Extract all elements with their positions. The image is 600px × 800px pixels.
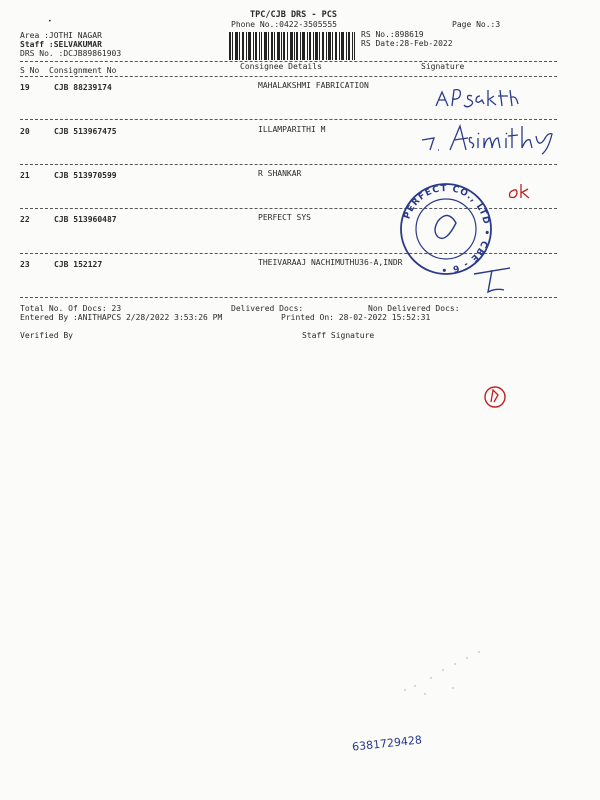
rs-date: RS Date:28-Feb-2022 [361, 39, 453, 48]
signature-row-19 [432, 84, 552, 112]
entered-by: Entered By :ANITHAPCS 2/28/2022 3:53:26 PM [20, 313, 223, 322]
row-consignment: CJB 88239174 [54, 83, 112, 92]
non-delivered-docs: Non Delivered Docs: [368, 304, 460, 313]
row-consignment: CJB 513970599 [54, 171, 117, 180]
col-sno: S No [20, 66, 40, 75]
signature-row-23 [470, 262, 540, 296]
row-consignment: CJB 513967475 [54, 127, 117, 136]
col-signature: Signature [421, 62, 465, 71]
staff-field: Staff :SELVAKUMAR [20, 40, 102, 49]
svg-text:PERFECT CO., LTD • CBE - 6: PERFECT CO., LTD • CBE - 6 • [402, 183, 492, 275]
total-docs: Total No. Of Docs: 23 [20, 304, 122, 313]
row-consignee: ILLAMPARITHI M [258, 125, 326, 134]
staff-signature: Staff Signature [302, 331, 375, 340]
header-bottom-rule [20, 76, 557, 77]
area-field: Area :JOTHI NAGAR [20, 31, 102, 40]
printed-on: Printed On: 28-02-2022 15:52:31 [281, 313, 431, 322]
delivered-docs: Delivered Docs: [231, 304, 304, 313]
faint-specks [395, 640, 515, 700]
report-title: TPC/CJB DRS - PCS [250, 10, 337, 20]
phone-number: Phone No.:0422-3505555 [231, 20, 337, 29]
col-consignee: Consignee Details [240, 62, 322, 71]
dot-mark: • [48, 18, 52, 25]
page-number: Page No.:3 [452, 20, 501, 29]
signature-row-20 [420, 120, 580, 158]
barcode [229, 32, 355, 60]
row-consignee: R SHANKAR [258, 169, 302, 178]
drs-number: DRS No. :DCJB89861903 [20, 49, 122, 58]
ok-note [506, 182, 536, 200]
row-sno: 23 [20, 260, 30, 269]
row-rule [20, 164, 557, 165]
row-consignee: PERFECT SYS [258, 213, 311, 222]
row-consignment: CJB 152127 [54, 260, 103, 269]
row-consignee: THEIVARAAJ NACHIMUTHU36-A,INDR [258, 258, 403, 267]
row-consignment: CJB 513960487 [54, 215, 117, 224]
rs-number: RS No.:898619 [361, 30, 424, 39]
row-rule [20, 297, 557, 298]
row-consignee: MAHALAKSHMI FABRICATION [258, 81, 369, 90]
col-consignment: Consignment No [49, 66, 117, 75]
verified-by: Verified By [20, 331, 73, 340]
row-sno: 22 [20, 215, 30, 224]
row-sno: 21 [20, 171, 30, 180]
handwritten-number: 6381729428 [351, 733, 423, 754]
row-sno: 20 [20, 127, 30, 136]
row-sno: 19 [20, 83, 30, 92]
circled-mark [482, 384, 508, 410]
